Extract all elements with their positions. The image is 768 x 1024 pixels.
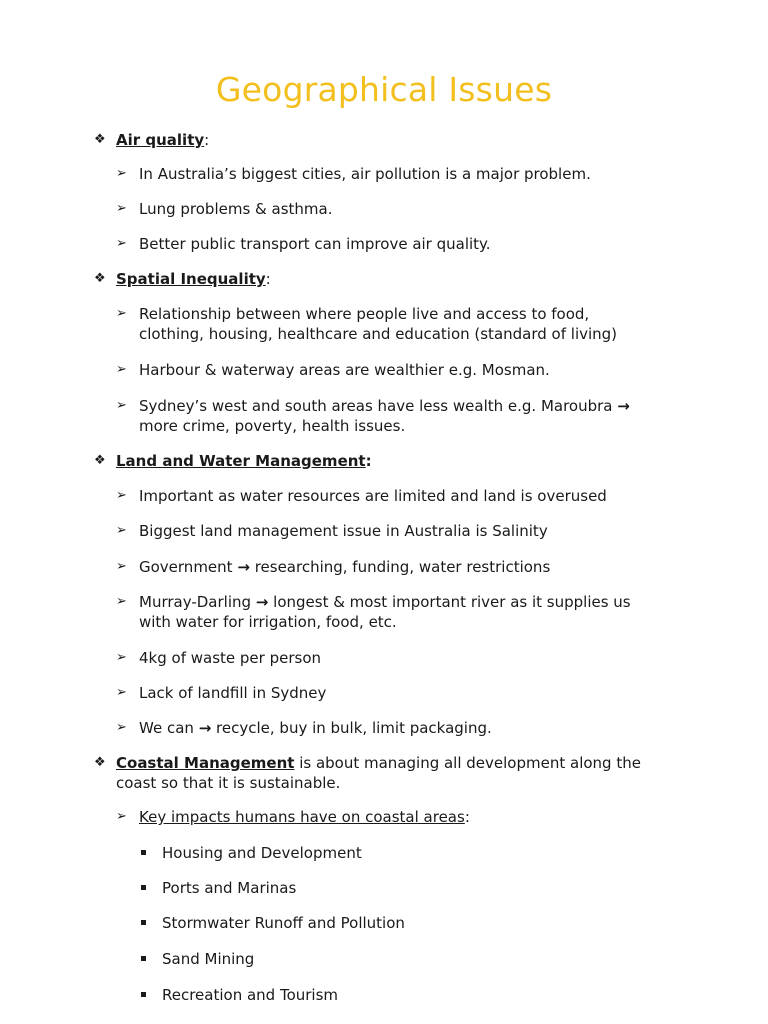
arrow-bullet-icon: ➢ <box>116 166 127 181</box>
list-item: Biggest land management issue in Australia is Salinity <box>139 522 548 540</box>
list-item-continuation: more crime, poverty, health issues. <box>139 417 406 435</box>
list-item: Harbour & waterway areas are wealthier e.g. Mosman. <box>139 361 550 379</box>
list-item: Recreation and Tourism <box>162 986 339 1004</box>
list-item: Sydney’s west and south areas have less wealth e.g. Maroubra → <box>139 397 630 415</box>
arrow-bullet-icon: ➢ <box>116 594 127 609</box>
list-item: Lung problems & asthma. <box>139 200 333 218</box>
page-title: Geographical Issues <box>215 70 553 109</box>
arrow-bullet-icon: ➢ <box>116 362 127 377</box>
list-item: Sand Mining <box>162 950 255 968</box>
section-heading-land-water: Land and Water Management: <box>116 452 372 470</box>
list-item: Murray-Darling → longest & most important river as it supplies us <box>139 593 631 611</box>
square-bullet-icon <box>141 885 146 890</box>
square-bullet-icon <box>141 956 146 961</box>
arrow-bullet-icon: ➢ <box>116 720 127 735</box>
arrow-bullet-icon: ➢ <box>116 809 127 824</box>
list-item: Lack of landfill in Sydney <box>139 684 327 702</box>
list-item: Government → researching, funding, water restrictions <box>139 558 551 576</box>
section-text-continuation: coast so that it is sustainable. <box>116 774 341 792</box>
arrow-bullet-icon: ➢ <box>116 236 127 251</box>
right-arrow-icon: → <box>198 719 212 737</box>
arrow-bullet-icon: ➢ <box>116 398 127 413</box>
section-bullet-icon: ❖ <box>94 755 106 770</box>
section-bullet-icon: ❖ <box>94 132 106 147</box>
list-item: In Australia’s biggest cities, air pollution is a major problem. <box>139 165 591 183</box>
list-item: Better public transport can improve air quality. <box>139 235 491 253</box>
right-arrow-icon: → <box>255 593 269 611</box>
list-item: Ports and Marinas <box>162 879 297 897</box>
arrow-bullet-icon: ➢ <box>116 650 127 665</box>
square-bullet-icon <box>141 850 146 855</box>
sub-heading-key-impacts: Key impacts humans have on coastal areas: <box>139 808 470 826</box>
square-bullet-icon <box>141 992 146 997</box>
section-heading-air-quality: Air quality: <box>116 131 210 149</box>
list-item: Stormwater Runoff and Pollution <box>162 914 405 932</box>
arrow-bullet-icon: ➢ <box>116 201 127 216</box>
list-item: 4kg of waste per person <box>139 649 321 667</box>
arrow-bullet-icon: ➢ <box>116 685 127 700</box>
section-heading-spatial-inequality: Spatial Inequality: <box>116 270 271 288</box>
section-heading-coastal: Coastal Management is about managing all development along the <box>116 754 641 772</box>
right-arrow-icon: → <box>617 397 630 415</box>
list-item: We can → recycle, buy in bulk, limit packaging. <box>139 719 492 737</box>
section-bullet-icon: ❖ <box>94 453 106 468</box>
arrow-bullet-icon: ➢ <box>116 306 127 321</box>
list-item-continuation: with water for irrigation, food, etc. <box>139 613 397 631</box>
right-arrow-icon: → <box>237 558 250 576</box>
arrow-bullet-icon: ➢ <box>116 523 127 538</box>
list-item: Housing and Development <box>162 844 362 862</box>
list-item: Important as water resources are limited and land is overused <box>139 487 607 505</box>
section-bullet-icon: ❖ <box>94 271 106 286</box>
list-item-continuation: clothing, housing, healthcare and education (standard of living) <box>139 325 618 343</box>
list-item: Relationship between where people live and access to food, <box>139 305 590 323</box>
arrow-bullet-icon: ➢ <box>116 559 127 574</box>
arrow-bullet-icon: ➢ <box>116 488 127 503</box>
square-bullet-icon <box>141 920 146 925</box>
